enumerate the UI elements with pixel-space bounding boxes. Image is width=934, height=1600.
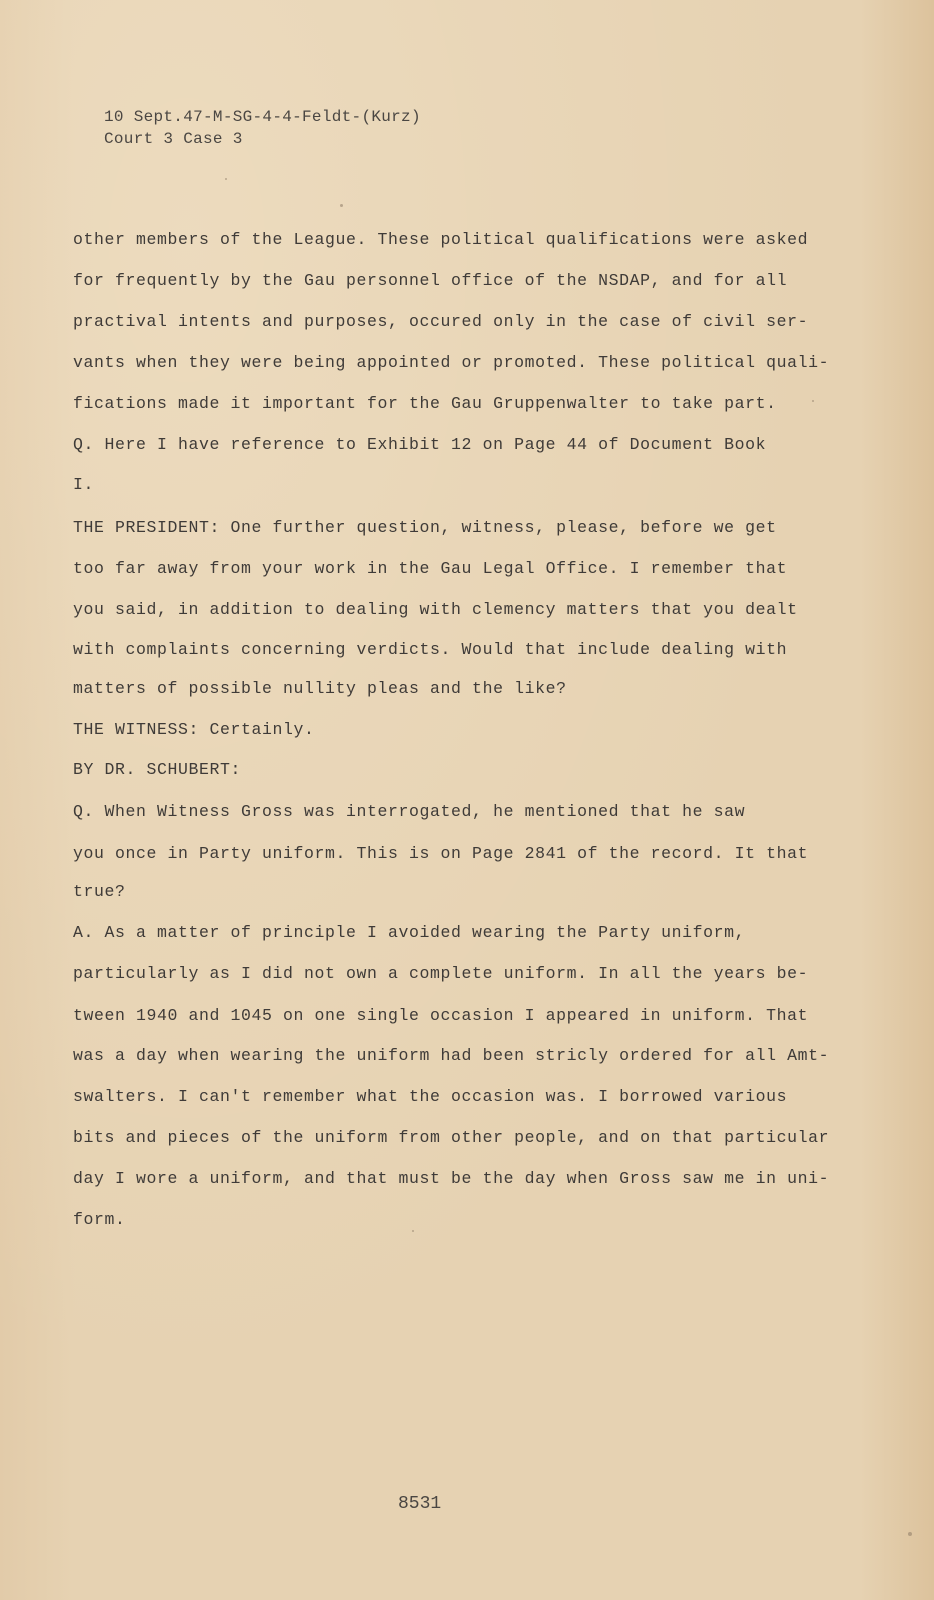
transcript-line: for frequently by the Gau personnel office of the NSDAP, and for all — [73, 271, 788, 290]
transcript-line: THE WITNESS: Certainly. — [73, 720, 315, 739]
transcript-line: swalters. I can't remember what the occasion was. I borrowed various — [73, 1087, 788, 1106]
transcript-line: Q. Here I have reference to Exhibit 12 on Page 44 of Document Book — [73, 435, 767, 454]
paper-speck — [908, 1532, 912, 1536]
transcript-line: THE PRESIDENT: One further question, witness, please, before we get — [73, 518, 777, 537]
paper-speck — [812, 400, 814, 402]
transcript-line: BY DR. SCHUBERT: — [73, 760, 242, 779]
transcript-line: vants when they were being appointed or promoted. These political quali- — [73, 353, 830, 372]
transcript-line: too far away from your work in the Gau Legal Office. I remember that — [73, 559, 788, 578]
transcript-line: matters of possible nullity pleas and the like? — [73, 679, 567, 698]
transcript-line: I. — [73, 475, 95, 494]
document-header — [104, 106, 421, 150]
paper-speck — [412, 1230, 414, 1232]
transcript-line: practival intents and purposes, occured only in the case of civil ser- — [73, 312, 809, 331]
paper-speck — [225, 178, 227, 180]
transcript-line: particularly as I did not own a complete uniform. In all the years be- — [73, 964, 809, 983]
transcript-line: Q. When Witness Gross was interrogated, he mentioned that he saw — [73, 802, 746, 821]
page-number: 8531 — [398, 1494, 442, 1514]
transcript-line: bits and pieces of the uniform from other people, and on that particular — [73, 1128, 830, 1147]
transcript-line: was a day when wearing the uniform had been stricly ordered for all Amt- — [73, 1046, 830, 1065]
transcript-line: fications made it important for the Gau Gruppenwalter to take part. — [73, 394, 777, 413]
transcript-line: you once in Party uniform. This is on Page 2841 of the record. It that — [73, 844, 809, 863]
transcript-line: true? — [73, 882, 126, 901]
transcript-line: other members of the League. These political qualifications were asked — [73, 230, 809, 249]
transcript-line: A. As a matter of principle I avoided wearing the Party uniform, — [73, 923, 746, 942]
transcript-line: tween 1940 and 1045 on one single occasion I appeared in uniform. That — [73, 1006, 809, 1025]
transcript-line: day I wore a uniform, and that must be the day when Gross saw me in uni- — [73, 1169, 830, 1188]
paper-speck — [340, 204, 343, 207]
header-court-case: Court 3 Case 3 — [104, 130, 243, 148]
header-reference-line: 10 Sept.47-M-SG-4-4-Feldt-(Kurz) — [104, 108, 421, 126]
transcript-line: you said, in addition to dealing with clemency matters that you dealt — [73, 600, 798, 619]
transcript-line: form. — [73, 1210, 126, 1229]
transcript-line: with complaints concerning verdicts. Would that include dealing with — [73, 640, 788, 659]
